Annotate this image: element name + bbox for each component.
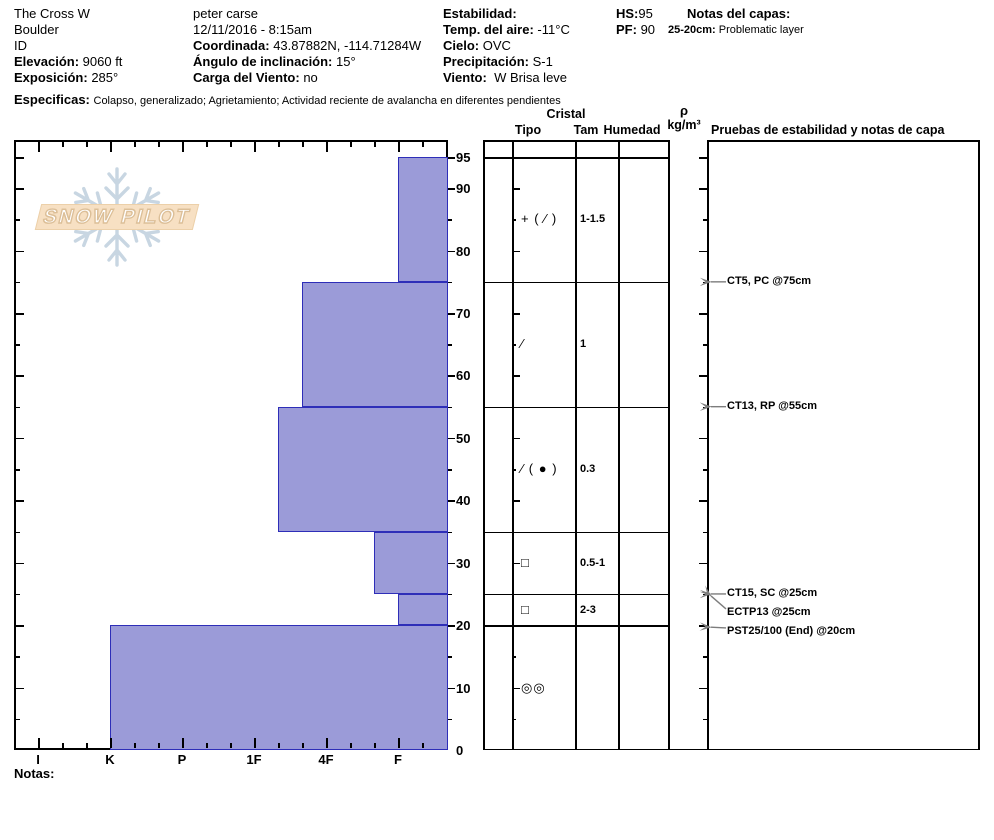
- depth-tick: [16, 594, 20, 596]
- stability-label: Estabilidad:: [443, 6, 517, 21]
- depth-axis-label: 90: [456, 181, 471, 197]
- airtemp-value: -11°C: [537, 22, 570, 37]
- depth-tick: [699, 500, 707, 502]
- elevation-value: 9060 ft: [82, 54, 123, 69]
- grain-size-cell: 2-3: [580, 603, 596, 616]
- hardness-tick: [206, 142, 208, 147]
- grain-size-cell: 0.5-1: [580, 556, 606, 569]
- windload-value: no: [303, 70, 318, 85]
- grain-type-cell: ⁄ ( ● ): [521, 461, 558, 477]
- depth-tick: [16, 625, 24, 627]
- snow-layer-bar: [278, 407, 448, 532]
- hardness-tick: [422, 743, 424, 748]
- depth-tick: [16, 532, 20, 534]
- layer-row-line: [483, 282, 668, 284]
- depth-tick: [699, 375, 707, 377]
- layer-row-line: [483, 157, 668, 159]
- grain-size-cell: 0.3: [580, 463, 596, 476]
- table-border: [483, 749, 978, 751]
- hardness-tick: [110, 738, 112, 748]
- depth-tick: [448, 438, 455, 440]
- table-border: [618, 140, 620, 750]
- depth-axis-label: 95: [456, 150, 471, 165]
- stability-tests-header: Pruebas de estabilidad y notas de capa: [711, 123, 945, 137]
- hardness-tick: [206, 743, 208, 748]
- hardness-axis-label: 4F: [318, 752, 334, 767]
- hardness-tick: [302, 743, 304, 748]
- hardness-axis-label: K: [105, 752, 115, 767]
- crystal-header: Cristal: [546, 107, 586, 121]
- pf-value: 90: [640, 22, 656, 37]
- depth-tick: [699, 688, 707, 690]
- site-name: The Cross W: [14, 6, 90, 21]
- hardness-tick: [374, 743, 376, 748]
- layer-row-line: [483, 594, 668, 596]
- grain-size-cell: 1-1.5: [580, 213, 606, 226]
- snowpilot-logo-text: SNOW PILOT: [41, 205, 194, 228]
- density-units-header: kg/m³: [667, 118, 701, 132]
- grain-type-cell: + ( ⁄ ): [521, 211, 558, 227]
- hardness-axis-label: I: [36, 752, 40, 767]
- layer-notes-title: Notas del capas:: [687, 6, 791, 21]
- hardness-tick: [398, 738, 400, 748]
- snow-layer-bar: [398, 594, 448, 625]
- depth-axis-label: 30: [456, 555, 471, 571]
- depth-tick: [16, 563, 24, 565]
- airtemp-label: Temp. del aire:: [443, 22, 534, 37]
- specifics-label: Especificas:: [14, 92, 90, 107]
- hardness-tick: [422, 142, 424, 147]
- wind-label: Viento:: [443, 70, 487, 85]
- depth-tick: [16, 438, 24, 440]
- grain-type-cell: ◎◎: [521, 679, 546, 695]
- hardness-tick: [374, 142, 376, 147]
- depth-tick: [16, 251, 24, 253]
- coord-value: 43.87882N, -114.71284W: [273, 38, 422, 53]
- hardness-tick: [326, 738, 328, 748]
- hs-label: HS:: [616, 6, 639, 21]
- table-border: [668, 140, 670, 750]
- depth-tick: [448, 157, 455, 159]
- depth-tick: [699, 563, 707, 565]
- snow-layer-bar: [398, 157, 448, 282]
- depth-tick: [16, 688, 24, 690]
- depth-axis-label: 20: [456, 618, 471, 634]
- depth-tick: [16, 188, 24, 190]
- depth-tick: [448, 719, 452, 721]
- grain-type-cell: □: [521, 601, 530, 617]
- depth-tick: [448, 563, 455, 565]
- depth-tick: [448, 282, 452, 284]
- layer-row-line: [483, 407, 668, 409]
- depth-tick: [448, 219, 452, 221]
- hardness-tick: [326, 142, 328, 152]
- snow-layer-bar: [302, 282, 448, 407]
- grain-size-cell: 1: [580, 338, 587, 351]
- depth-tick: [16, 219, 20, 221]
- site-state: ID: [14, 38, 27, 53]
- sky-value: OVC: [482, 38, 511, 53]
- hardness-tick: [86, 142, 88, 147]
- depth-tick: [699, 188, 707, 190]
- hardness-tick: [38, 738, 40, 748]
- hardness-tick: [38, 142, 40, 152]
- density-symbol-header: ρ: [679, 103, 689, 118]
- elevation-label: Elevación:: [14, 54, 80, 69]
- depth-tick: [448, 313, 455, 315]
- slope-value: 15°: [336, 54, 356, 69]
- hardness-tick: [158, 142, 160, 147]
- depth-tick: [16, 469, 20, 471]
- specifics-text: Colapso, generalizado; Agrietamiento; Actividad reciente de avalancha en diferentes pendientes: [93, 95, 561, 107]
- stability-test-label: CT15, SC @25cm: [727, 586, 818, 599]
- depth-tick: [448, 656, 452, 658]
- depth-tick: [699, 438, 707, 440]
- observation-datetime: 12/11/2016 - 8:15am: [193, 22, 313, 37]
- depth-tick: [448, 188, 455, 190]
- layer-note-range: 25-20cm:: [668, 24, 716, 36]
- hardness-tick: [86, 743, 88, 748]
- hardness-tick: [62, 743, 64, 748]
- hardness-tick: [134, 743, 136, 748]
- depth-tick: [448, 500, 455, 502]
- precip-label: Precipitación:: [443, 54, 529, 69]
- grain-type-header: Tipo: [514, 123, 542, 137]
- hardness-tick: [302, 142, 304, 147]
- depth-tick: [448, 407, 452, 409]
- hs-value: 95: [638, 6, 653, 21]
- depth-tick: [448, 344, 452, 346]
- stability-test-label: ECTP13 @25cm: [727, 605, 811, 618]
- depth-axis-label: 40: [456, 493, 471, 509]
- hardness-axis-label: F: [394, 752, 402, 767]
- depth-tick: [16, 282, 20, 284]
- layer-note-text: Problematic layer: [718, 24, 804, 36]
- depth-axis-label: 0: [456, 743, 464, 758]
- table-border: [575, 140, 577, 750]
- depth-tick: [699, 157, 707, 159]
- hardness-tick: [134, 142, 136, 147]
- table-border: [707, 140, 978, 142]
- hardness-tick: [278, 743, 280, 748]
- coord-label: Coordinada:: [193, 38, 270, 53]
- depth-tick: [699, 313, 707, 315]
- pf-label: PF:: [616, 22, 637, 37]
- layer-row-line: [483, 625, 668, 627]
- precip-value: S-1: [532, 54, 553, 69]
- depth-tick: [448, 532, 452, 534]
- depth-axis-label: 10: [456, 680, 471, 696]
- site-region: Boulder: [14, 22, 59, 37]
- hardness-tick: [350, 142, 352, 147]
- aspect-value: 285°: [91, 70, 119, 85]
- layer-row-line: [483, 532, 668, 534]
- snow-layer-bar: [374, 532, 448, 594]
- hardness-tick: [182, 142, 184, 152]
- depth-tick: [448, 375, 455, 377]
- depth-axis-label: 70: [456, 306, 471, 322]
- depth-tick: [448, 625, 455, 627]
- snow-layer-bar: [110, 625, 448, 750]
- depth-tick: [16, 157, 24, 159]
- slope-label: Ángulo de inclinación:: [193, 54, 333, 69]
- aspect-label: Exposición:: [14, 70, 88, 85]
- depth-tick: [16, 407, 20, 409]
- depth-tick: [699, 251, 707, 253]
- depth-axis-label: 60: [456, 368, 471, 384]
- hardness-tick: [278, 142, 280, 147]
- depth-tick: [16, 313, 24, 315]
- hardness-tick: [254, 738, 256, 748]
- depth-tick: [448, 688, 455, 690]
- hardness-tick: [62, 142, 64, 147]
- hardness-tick: [110, 142, 112, 152]
- wind-value: W Brisa leve: [494, 70, 568, 85]
- notes-label: Notas:: [14, 766, 55, 781]
- table-border: [512, 140, 514, 750]
- sky-label: Cielo:: [443, 38, 480, 53]
- depth-tick: [448, 469, 452, 471]
- table-border: [483, 140, 485, 750]
- grain-type-cell: □: [521, 554, 530, 570]
- depth-tick: [16, 344, 20, 346]
- depth-axis-label: 80: [456, 243, 471, 259]
- humidity-header: Humedad: [603, 123, 661, 137]
- depth-tick: [16, 375, 24, 377]
- table-border: [707, 140, 709, 750]
- depth-tick: [16, 719, 20, 721]
- hardness-axis-label: 1F: [246, 752, 262, 767]
- hardness-tick: [350, 743, 352, 748]
- depth-tick: [448, 251, 455, 253]
- table-border: [978, 140, 980, 750]
- observer-name: peter carse: [193, 6, 259, 21]
- hardness-tick: [230, 142, 232, 147]
- windload-label: Carga del Viento:: [193, 70, 300, 85]
- hardness-tick: [182, 738, 184, 748]
- grain-type-cell: ⁄: [521, 336, 525, 352]
- hardness-tick: [254, 142, 256, 152]
- depth-tick: [448, 594, 452, 596]
- stability-test-label: CT13, RP @55cm: [727, 399, 818, 412]
- depth-tick: [16, 656, 20, 658]
- depth-tick: [699, 625, 707, 627]
- stability-test-label: CT5, PC @75cm: [727, 274, 812, 287]
- stability-test-label: PST25/100 (End) @20cm: [727, 624, 856, 637]
- hardness-tick: [158, 743, 160, 748]
- depth-axis-label: 50: [456, 430, 471, 446]
- hardness-tick: [398, 142, 400, 152]
- hardness-tick: [230, 743, 232, 748]
- depth-tick: [16, 500, 24, 502]
- hardness-axis-label: P: [177, 752, 187, 767]
- grain-size-header: Tam: [573, 123, 599, 137]
